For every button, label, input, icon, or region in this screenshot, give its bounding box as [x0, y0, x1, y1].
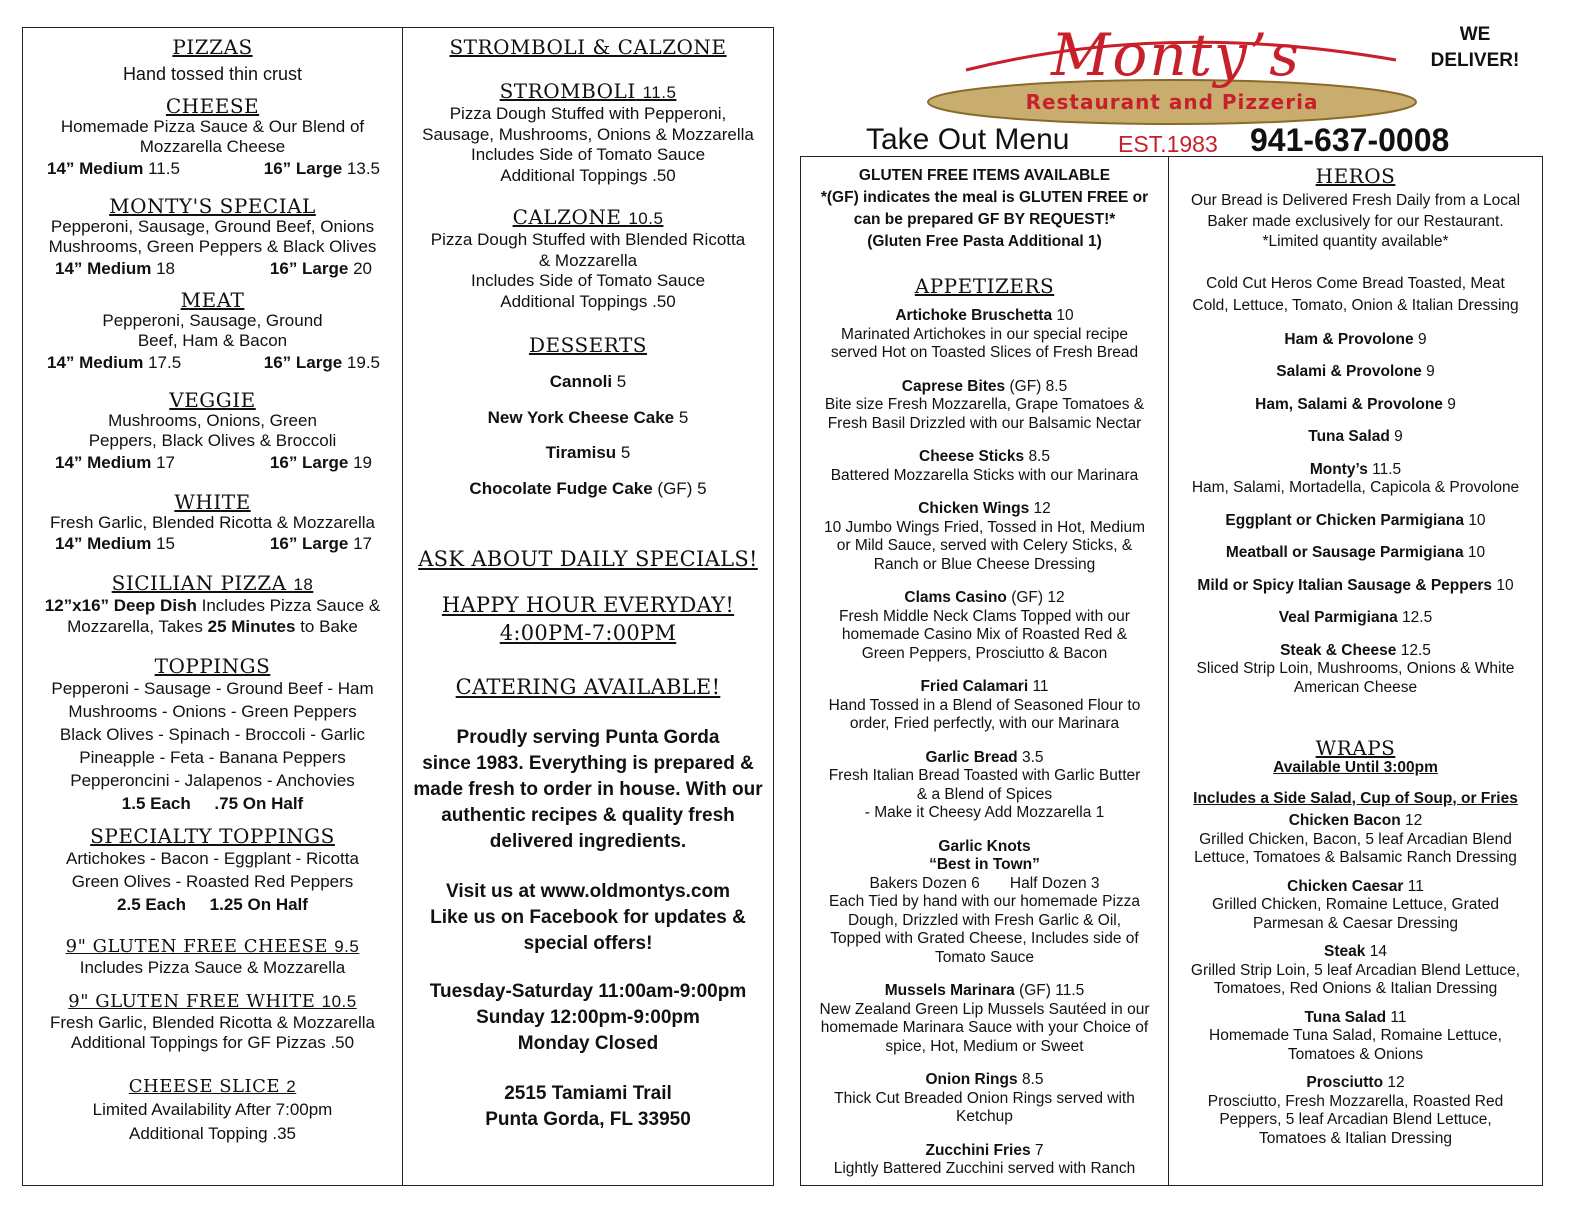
hero-item-title: Eggplant or Chicken Parmigiana 10 — [1225, 511, 1486, 529]
dessert-item: Cannoli 5 — [549, 372, 627, 391]
gf-white-section: 9" GLUTEN FREE WHITE 10.5 Fresh Garlic, Blended Ricotta & Mozzarella Additional Toppings for GF Pizzas .50 — [23, 991, 402, 1054]
dessert-item: New York Cheese Cake 5 — [487, 407, 689, 427]
left-menu-panel — [22, 27, 774, 1186]
appetizer-item-title: Garlic Knots — [938, 837, 1031, 855]
logo-script: Monty’s — [1051, 21, 1301, 89]
hero-item: Steak & Cheese 12.5 Sliced Strip Loin, Mushrooms, Onions & White American Cheese — [1169, 642, 1542, 698]
hero-item-title: Veal Parmigiana 12.5 — [1278, 609, 1433, 626]
established-year: EST.1983 — [1118, 131, 1218, 157]
cheese-section — [23, 95, 402, 179]
appetizer-item: Zucchini Fries 7 Lightly Battered Zucchini served with Ranch — [801, 1142, 1168, 1179]
toppings-list: Pepperoni - Sausage - Ground Beef - Ham Mushrooms - Onions - Green Peppers Black Olives - Spinach - Broccoli - Garlic Pineapple - Feta - Banana Peppers Pepperoncini - Jalapenos - Anchovies 1.5 Each .75 On Half — [23, 677, 402, 815]
appetizer-item-title: Artichoke Bruschetta 10 — [895, 307, 1074, 324]
heros-column — [1169, 157, 1542, 1185]
appetizer-item: Chicken Wings 12 10 Jumbo Wings Fried, Tossed in Hot, Medium or Mild Sauce, served with Celery Sticks, & Ranch or Blue Cheese Dressing — [801, 500, 1168, 574]
appetizer-item: Garlic Knots “Best in Town” Bakers Dozen 6 Half Dozen 3 Each Tied by hand with our homemade Pizza Dough, Drizzled with Fresh Garlic & Oil, Topped with Grated Cheese, Includes side of Tomato Sauce — [801, 838, 1168, 968]
toppings-price: 1.5 Each .75 On Half — [121, 794, 304, 813]
appetizer-item-title: Onion Rings 8.5 — [925, 1071, 1044, 1088]
phone-number: 941-637-0008 — [1250, 122, 1450, 158]
heros-intro: Our Bread is Delivered Fresh Daily from a Local Baker made exclusively for our Restaurant. *Limited quantity available* — [1190, 192, 1521, 250]
specialty-price: 2.5 Each 1.25 On Half — [117, 895, 308, 914]
meat-sizes: 14” Medium 17.5 16” Large 19.5 — [47, 352, 380, 372]
hero-item-title: Tuna Salad 9 — [1308, 428, 1403, 445]
happy-hour-time: 4:00PM-7:00PM — [499, 621, 677, 645]
appetizers-heading: APPETIZERS — [914, 274, 1055, 298]
hero-item-title: Mild or Spicy Italian Sausage & Peppers 10 — [1197, 576, 1514, 594]
we-deliver: WE DELIVER! — [1430, 24, 1520, 71]
cheese-sizes: 14” Medium 11.5 16” Large 13.5 — [47, 158, 380, 178]
gf-cheese-heading: 9" GLUTEN FREE CHEESE 9.5 — [65, 936, 360, 957]
appetizer-item: Fried Calamari 11 Hand Tossed in a Blend of Seasoned Flour to order, Fried perfectly, with our Marinara — [801, 678, 1168, 734]
specialty-toppings-section: SPECIALTY TOPPINGS Artichokes - Bacon - Eggplant - Ricotta Green Olives - Roasted Red Peppers 2.5 Each 1.25 On Half — [23, 825, 402, 916]
address-text: 2515 Tamiami Trail Punta Gorda, FL 33950 — [485, 1083, 691, 1130]
appetizer-item-title: Cheese Sticks 8.5 — [919, 448, 1050, 465]
veggie-section — [23, 389, 402, 473]
sicilian-desc-1: 12”x16” Deep Dish Includes Pizza Sauce & — [44, 596, 381, 615]
hero-item-title: Ham & Provolone 9 — [1284, 330, 1427, 348]
pizzas-heading: PIZZAS — [172, 35, 253, 59]
white-section — [23, 491, 402, 555]
veggie-desc: Mushrooms, Onions, Green Peppers, Black Olives & Broccoli — [88, 410, 337, 450]
appetizer-item-title: Mussels Marinara (GF) 11.5 — [884, 982, 1085, 999]
appetizer-item: Cheese Sticks 8.5 Battered Mozzarella Sticks with our Marinara — [801, 448, 1168, 485]
stromboli-calzone-heading: STROMBOLI & CALZONE — [449, 35, 727, 59]
hero-item-title: Meatball or Sausage Parmigiana 10 — [1225, 544, 1486, 561]
hero-item-title: Ham, Salami & Provolone 9 — [1255, 395, 1456, 413]
hours-text: Tuesday-Saturday 11:00am-9:00pm Sunday 12:00pm-9:00pm Monday Closed — [429, 981, 747, 1054]
sicilian-heading: SICILIAN PIZZA 18 — [111, 571, 314, 595]
white-desc: Fresh Garlic, Blended Ricotta & Mozzarella — [49, 512, 376, 532]
heros-heading: HEROS — [1315, 164, 1396, 188]
hero-item — [1169, 544, 1542, 563]
stromboli-column — [403, 28, 773, 1185]
calzone-section: CALZONE 10.5 Pizza Dough Stuffed with Blended Ricotta & Mozzarella Includes Side of Tomato Sauce Additional Toppings .50 — [403, 206, 773, 312]
sicilian-desc-2: Mozzarella, Takes 25 Minutes to Bake — [67, 616, 358, 636]
happy-hour-promo: HAPPY HOUR EVERYDAY! — [441, 593, 735, 617]
montys-heading: MONTY'S SPECIAL — [109, 193, 316, 218]
appetizer-item-title: Chicken Wings 12 — [918, 500, 1051, 517]
desserts-section — [403, 334, 773, 499]
hero-item — [1169, 396, 1542, 415]
visit-text: Visit us at www.oldmontys.com Like us on Facebook for updates & special offers! — [430, 881, 746, 954]
gf-white-heading: 9" GLUTEN FREE WHITE 10.5 — [68, 990, 357, 1012]
appetizer-item: Artichoke Bruschetta 10 Marinated Artichokes in our special recipe served Hot on Toasted Slices of Fresh Bread — [801, 307, 1168, 363]
meat-section — [23, 289, 402, 373]
hero-item — [1169, 577, 1542, 596]
dessert-item: Chocolate Fudge Cake (GF) 5 — [469, 478, 707, 498]
wrap-list — [1169, 812, 1542, 1148]
cold-cut-note: Cold Cut Heros Come Bread Toasted, Meat Cold, Lettuce, Tomato, Onion & Italian Dressing — [1192, 274, 1519, 314]
stromboli-heading: STROMBOLI 11.5 — [499, 79, 677, 103]
hero-item — [1169, 428, 1542, 447]
appetizer-item-title: Garlic Bread 3.5 — [925, 748, 1044, 766]
gf-cheese-section — [23, 936, 402, 979]
right-menu-panel — [800, 156, 1543, 1186]
daily-specials-promo: ASK ABOUT DAILY SPECIALS! — [418, 547, 758, 571]
appetizer-item-title: Zucchini Fries 7 — [925, 1141, 1044, 1159]
appetizer-item: Onion Rings 8.5 Thick Cut Breaded Onion Rings served with Ketchup — [801, 1071, 1168, 1127]
about-text: Proudly serving Punta Gorda since 1983. Everything is prepared & made fresh to order in house. With our authentic recipes & quality fresh delivered ingredients. — [413, 727, 763, 852]
wrap-item-title: Chicken Caesar 11 — [1287, 877, 1424, 895]
appetizer-item: Clams Casino (GF) 12 Fresh Middle Neck Clams Topped with our homemade Casino Mix of Roasted Red & Green Peppers, Prosciutto & Bacon — [801, 589, 1168, 663]
pizzas-column — [23, 28, 402, 1185]
wrap-item: Tuna Salad 11 Homemade Tuna Salad, Romaine Lettuce, Tomatoes & Onions — [1169, 1009, 1542, 1065]
wrap-item-title: Steak 14 — [1324, 943, 1387, 960]
specialty-heading: SPECIALTY TOPPINGS — [90, 824, 335, 848]
hero-item — [1169, 512, 1542, 531]
hero-item-title: Monty’s 11.5 — [1309, 460, 1402, 478]
appetizer-item: Garlic Bread 3.5 Fresh Italian Bread Toasted with Garlic Butter & a Blend of Spices - Make it Cheesy Add Mozzarella 1 — [801, 749, 1168, 823]
hero-item-title: Salami & Provolone 9 — [1276, 363, 1435, 380]
wraps-side-note: Includes a Side Salad, Cup of Soup, or Fries — [1193, 789, 1518, 807]
montys-special-section — [23, 195, 402, 279]
appetizer-list — [801, 307, 1168, 1179]
toppings-section — [23, 655, 402, 815]
appetizers-column — [801, 157, 1168, 1185]
wrap-item: Prosciutto 12 Prosciutto, Fresh Mozzarella, Roasted Red Peppers, 5 leaf Arcadian Blend Lettuce, Tomatoes & Italian Dressing — [1169, 1074, 1542, 1148]
meat-desc: Pepperoni, Sausage, Ground Beef, Ham & Bacon — [102, 310, 323, 350]
montys-sizes: 14” Medium 18 16” Large 20 — [55, 258, 372, 278]
catering-promo: CATERING AVAILABLE! — [455, 675, 721, 699]
wrap-item: Chicken Caesar 11 Grilled Chicken, Romaine Lettuce, Grated Parmesan & Caesar Dressing — [1169, 878, 1542, 934]
wrap-item: Chicken Bacon 12 Grilled Chicken, Bacon, 5 leaf Arcadian Blend Lettuce, Tomatoes & Balsamic Ranch Dressing — [1169, 812, 1542, 868]
hero-list — [1169, 331, 1542, 698]
appetizer-item-title: Clams Casino (GF) 12 — [904, 589, 1065, 606]
appetizer-item: Caprese Bites (GF) 8.5 Bite size Fresh Mozzarella, Grape Tomatoes & Fresh Basil Drizzled with our Balsamic Nectar — [801, 378, 1168, 434]
appetizer-item: Mussels Marinara (GF) 11.5 New Zealand Green Lip Mussels Sautéed in our homemade Marinara Sauce with your Choice of spice, Hot, Medium or Sweet — [801, 982, 1168, 1056]
montys-desc: Pepperoni, Sausage, Ground Beef, Onions Mushrooms, Green Peppers & Black Olives — [48, 216, 377, 256]
white-sizes: 14” Medium 15 16” Large 17 — [55, 534, 372, 553]
pizzas-subtitle: Hand tossed thin crust — [122, 64, 303, 84]
veggie-heading: VEGGIE — [169, 387, 256, 412]
hero-item: Monty’s 11.5 Ham, Salami, Mortadella, Capicola & Provolone — [1169, 461, 1542, 498]
wrap-item: Steak 14 Grilled Strip Loin, 5 leaf Arcadian Blend Lettuce, Tomatoes, Red Onions & Italian Dressing — [1169, 943, 1542, 999]
calzone-heading: CALZONE 10.5 — [512, 205, 664, 229]
dessert-item: Tiramisu 5 — [545, 443, 631, 462]
wrap-item-title: Tuna Salad 11 — [1304, 1008, 1407, 1026]
wrap-item-title: Chicken Bacon 12 — [1288, 812, 1423, 829]
white-heading: WHITE — [174, 489, 251, 514]
wraps-heading: WRAPS — [1315, 736, 1396, 760]
hero-item — [1169, 331, 1542, 350]
restaurant-logo — [926, 21, 1418, 126]
cheese-desc: Homemade Pizza Sauce & Our Blend of Mozzarella Cheese — [60, 116, 365, 156]
hero-item — [1169, 609, 1542, 628]
cheese-heading: CHEESE — [165, 93, 260, 118]
cheese-slice-heading: CHEESE SLICE 2 — [128, 1075, 297, 1097]
hero-item — [1169, 363, 1542, 382]
wraps-availability: Available Until 3:00pm — [1273, 759, 1438, 776]
hero-item-title: Steak & Cheese 12.5 — [1280, 641, 1431, 659]
logo-subtitle: Restaurant and Pizzeria — [1025, 90, 1319, 114]
gluten-free-notice: GLUTEN FREE ITEMS AVAILABLE *(GF) indicates the meal is GLUTEN FREE or can be prepared GF BY REQUEST!* (Gluten Free Pasta Additional 1) — [820, 167, 1149, 250]
cheese-slice-section: CHEESE SLICE 2 Limited Availability After 7:00pm Additional Topping .35 — [23, 1076, 402, 1146]
desserts-heading: DESSERTS — [528, 333, 648, 357]
toppings-heading: TOPPINGS — [154, 654, 271, 678]
stromboli-section: STROMBOLI 11.5 Pizza Dough Stuffed with Pepperoni, Sausage, Mushrooms, Onions & Mozzarella Includes Side of Tomato Sauce Additional Toppings .50 — [403, 80, 773, 186]
appetizer-item-title: Fried Calamari 11 — [920, 678, 1049, 695]
appetizer-item-title: Caprese Bites (GF) 8.5 — [901, 377, 1068, 395]
veggie-sizes: 14” Medium 17 16” Large 19 — [55, 452, 372, 472]
gf-cheese-desc: Includes Pizza Sauce & Mozzarella — [79, 958, 346, 977]
wrap-item-title: Prosciutto 12 — [1306, 1074, 1405, 1091]
takeout-title: Take Out Menu — [866, 123, 1070, 156]
meat-heading: MEAT — [180, 287, 245, 312]
sicilian-section — [23, 572, 402, 637]
